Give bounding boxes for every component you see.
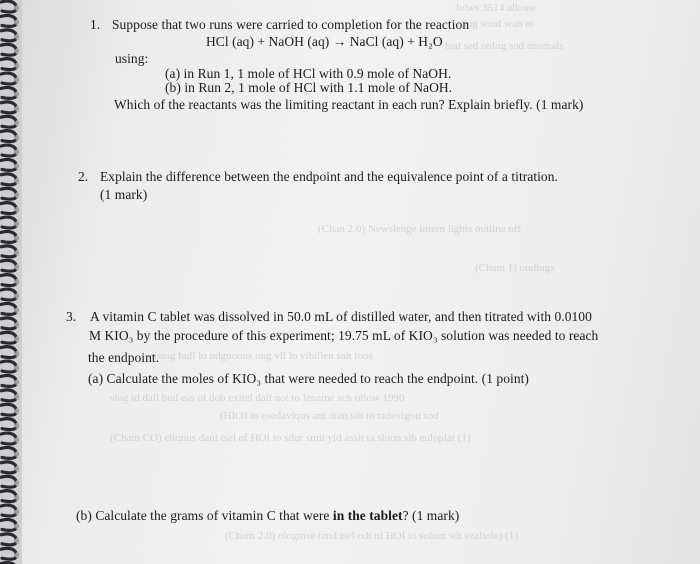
binding-hole (15, 63, 19, 69)
binding-hole (15, 163, 19, 169)
binding-hole (15, 322, 19, 328)
binding-hole (15, 149, 19, 155)
binding-hole (15, 48, 19, 54)
binding-hole (15, 192, 19, 198)
q3-line1: A vitamin C tablet was dissolved in 50.0 mL of distilled water, and then titrated with 0.0100 (90, 309, 592, 324)
binding-hole (15, 91, 19, 97)
q3-part-b-suffix: ? (1 mark) (402, 508, 460, 523)
q2-line1: Explain the difference between the endpoint and the equivalence point of a titration. (100, 169, 558, 184)
worksheet-page: Jobes 3514 alkone ring sond wab to bad sed onlog sod anomals (Chan 2.0) Newslenge intern lights outline off (Cham 1) ondings sistog bull lo ndgnoons ong vll lo vibillen sait toos slog id dall bud eas ol dob exitel dall not to lenaine sch ollow 1990 (HIOJ to esedavlqus ant dian sib to tadevlgou sod (Cham CO) eliqnus danl tsel of HOI to sdur smit yid assit ta sloon sib euloplat (1) (Cham 2.0) ologmse tand tsel odt ni HOI to solom sdt ezaliole) (1) 1. Suppose that two runs were carried to completion for the reaction HCl (aq) + NaOH (aq) → NaCl (aq) + H₂O using: (a) in Run 1, 1 mole of HCl with 0.9 mole of NaOH. (b) in Run 2, 1 mole of HCl with 1.1 mole of NaOH. Which of the reactants was the limiting reactant in each run? Explain briefly. (1 mark) 2. Explain the difference between the endpoint and the equivalence point of a titration. (1 mark) 3. A vitamin C tablet was dissolved in 50.0 mL of distilled water, and then titrated with 0.0100 M KIO₃ by the procedure of this experiment; 19.75 mL of KIO₃ solution was needed to reach the endpoint. (a) Calculate the moles of KIO₃ that were needed to reach the endpoint. (1 point) (b) Calculate the grams of vitamin C that were in the tablet? (1 mark) (0, 0, 700, 564)
q1-run-a: (a) in Run 1, 1 mole of HCl with 0.9 mole of NaOH. (165, 66, 452, 81)
q3-number: 3. (66, 309, 77, 324)
binding-hole (15, 207, 19, 213)
binding-hole (15, 293, 19, 299)
binding-hole (15, 250, 19, 256)
binding-hole (15, 538, 19, 544)
q1-prompt: Suppose that two runs were carried to completion for the reaction (112, 17, 470, 32)
binding-hole (15, 351, 19, 357)
q3-part-a: (a) Calculate the moles of KIO₃ that were needed to reach the endpoint. (1 point) (88, 371, 529, 386)
binding-hole (15, 379, 19, 385)
binding-hole (15, 106, 19, 112)
spiral-binding (0, 0, 22, 564)
q3-part-b-prefix: (b) Calculate the grams of vitamin C that were (76, 508, 333, 523)
q2-number: 2. (78, 169, 89, 184)
binding-hole (15, 394, 19, 400)
binding-hole (15, 19, 19, 25)
binding-hole (15, 77, 19, 83)
q1-question: Which of the reactants was the limiting reactant in each run? Explain briefly. (1 mark) (114, 97, 584, 112)
q1-run-b: (b) in Run 2, 1 mole of HCl with 1.1 mole of NaOH. (165, 80, 453, 95)
binding-hole (15, 221, 19, 227)
binding-hole (15, 135, 19, 141)
binding-hole (15, 408, 19, 414)
binding-hole (15, 120, 19, 126)
binding-hole (15, 437, 19, 443)
binding-hole (15, 34, 19, 40)
binding-hole (15, 552, 19, 558)
q3-line3: the endpoint. (88, 350, 160, 365)
q3-part-b (76, 508, 459, 524)
q1-equation: HCl (aq) + NaOH (aq) → NaCl (aq) + H₂O (206, 34, 443, 49)
q3-part-b-emphasis: in the tablet (332, 508, 403, 523)
q1-number: 1. (90, 17, 101, 32)
binding-hole (15, 495, 19, 501)
binding-hole (15, 264, 19, 270)
binding-hole (15, 523, 19, 529)
binding-hole (15, 509, 19, 515)
q3-line2: M KIO₃ by the procedure of this experiment; 19.75 mL of KIO₃ solution was needed to reach (89, 328, 599, 343)
binding-hole (15, 423, 19, 429)
binding-hole (15, 307, 19, 313)
binding-hole (15, 451, 19, 457)
binding-hole (15, 5, 19, 11)
binding-hole (15, 480, 19, 486)
q1-using-label: using: (115, 51, 149, 66)
binding-hole (15, 365, 19, 371)
binding-hole (15, 336, 19, 342)
binding-hole (15, 235, 19, 241)
binding-hole (15, 466, 19, 472)
binding-hole (15, 279, 19, 285)
q2-line2: (1 mark) (100, 187, 148, 202)
binding-hole (15, 178, 19, 184)
